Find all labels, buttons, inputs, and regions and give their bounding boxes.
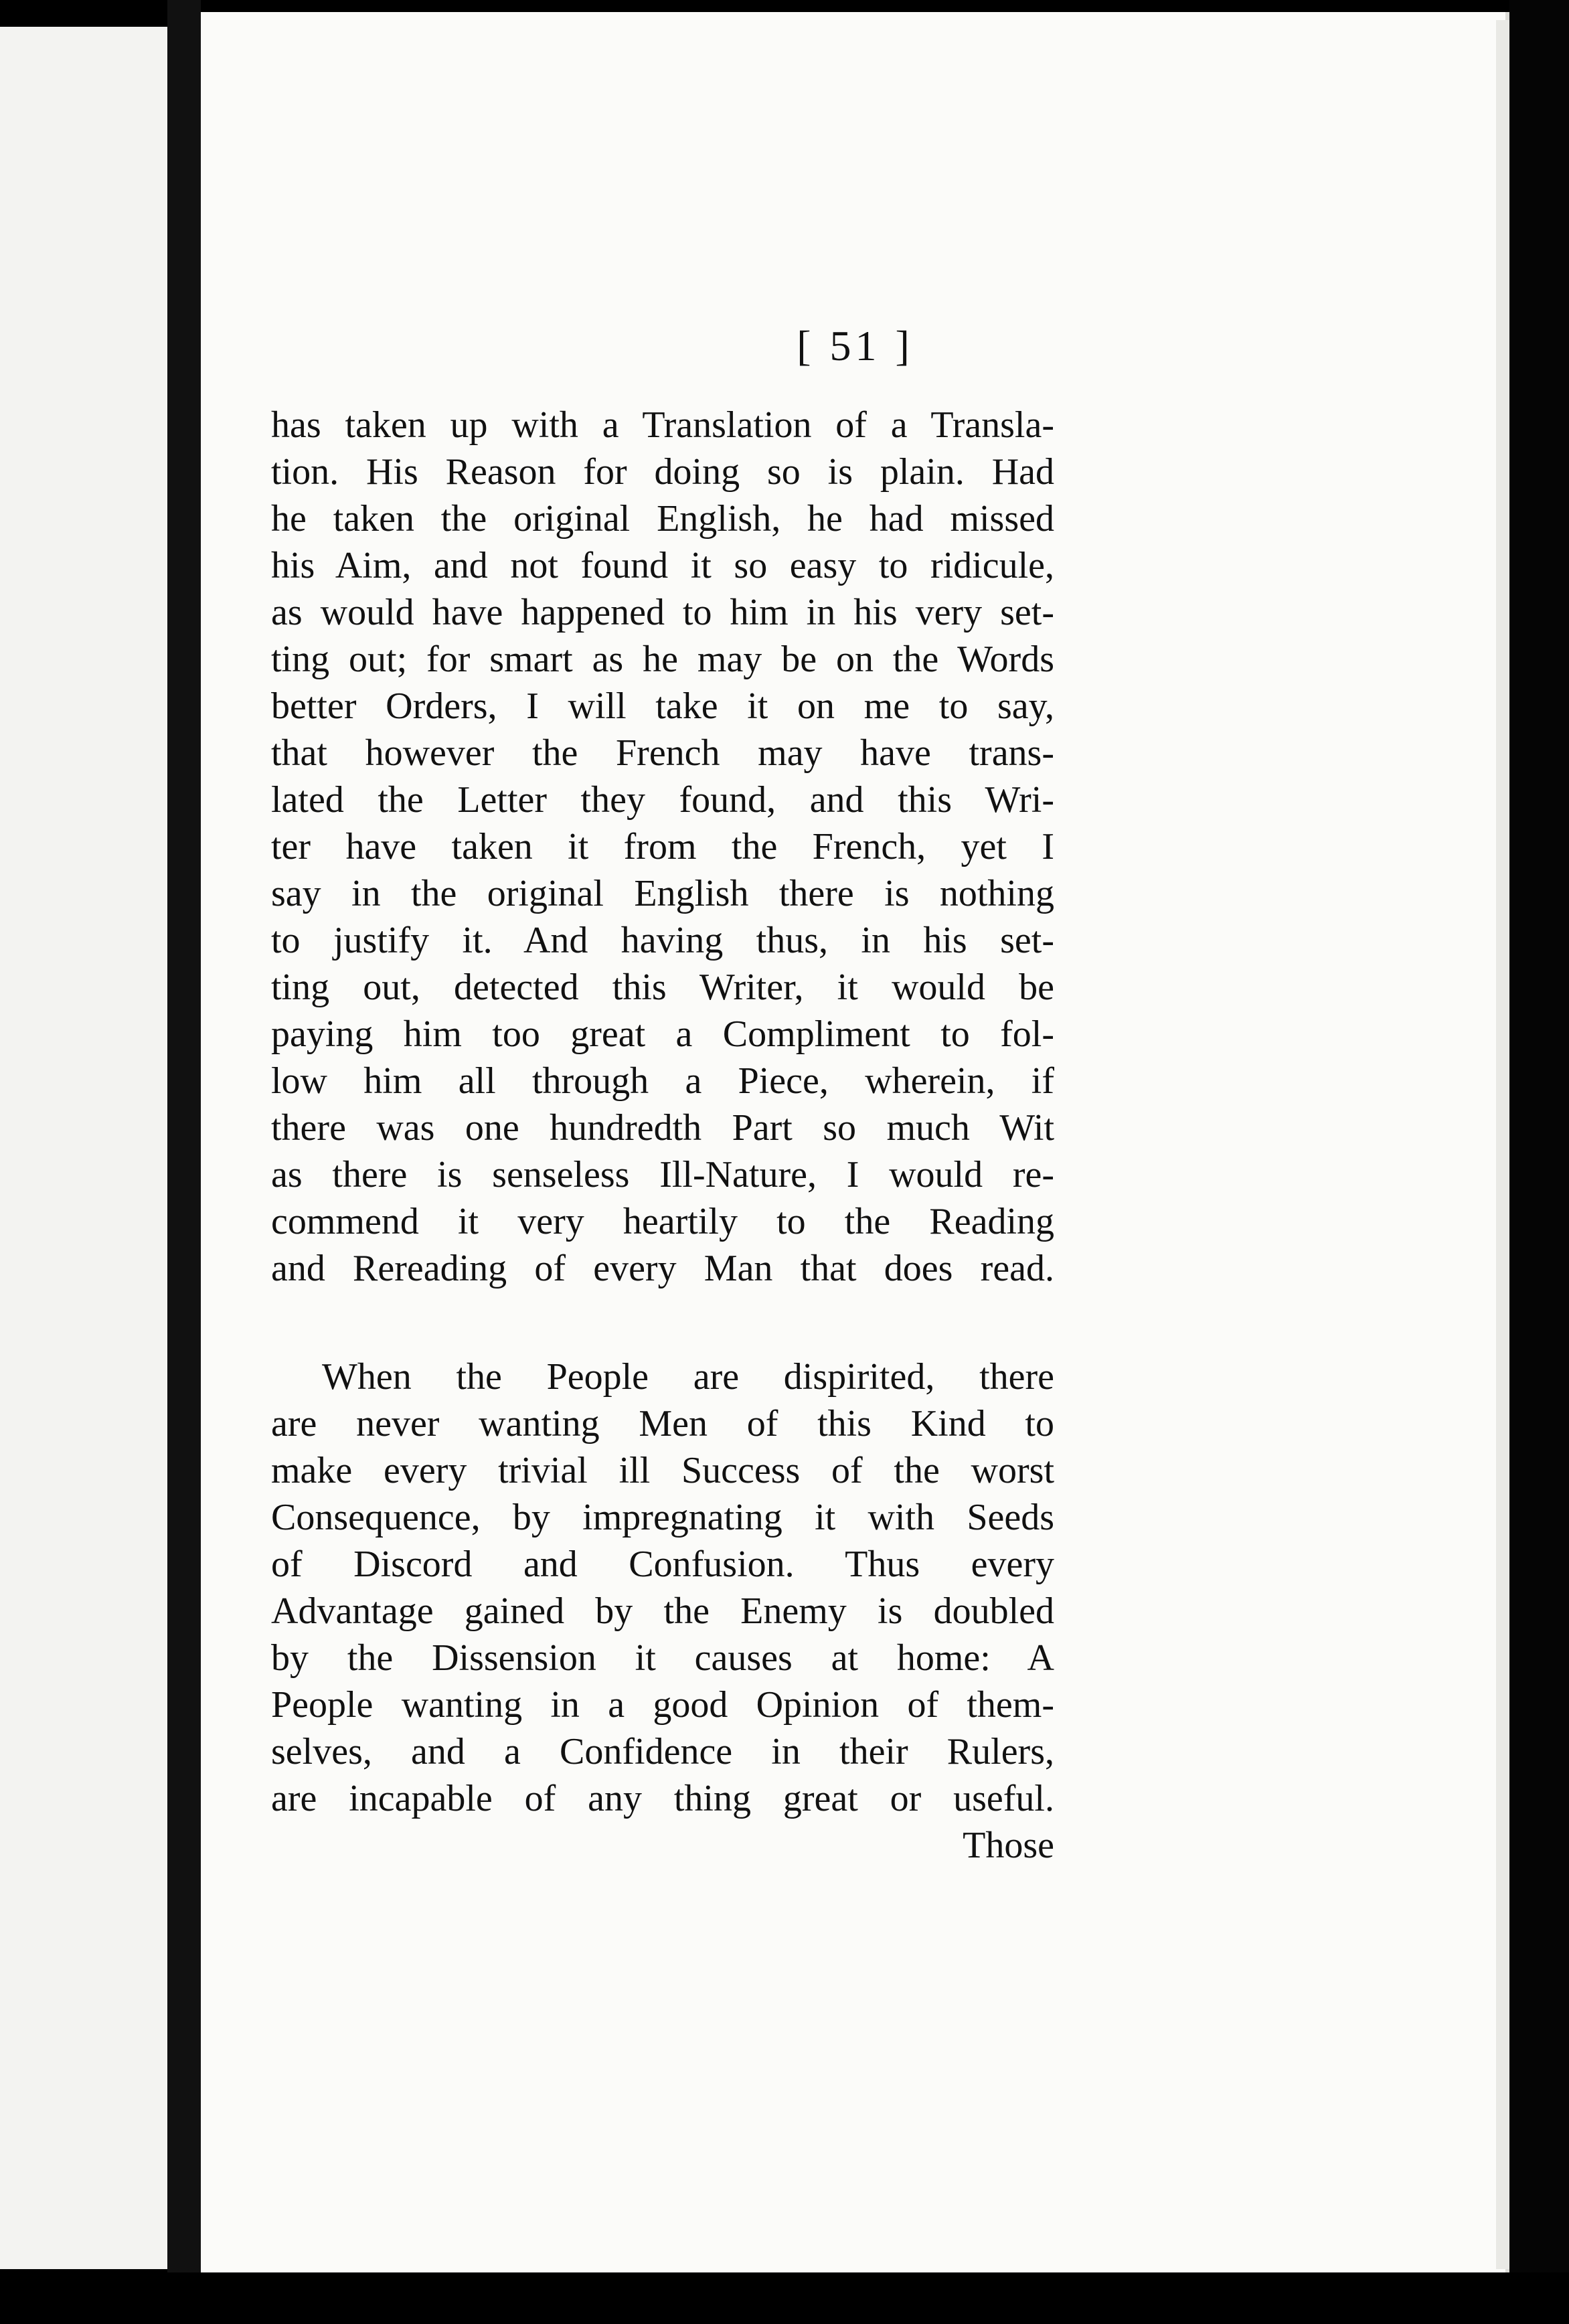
text-line: has taken up with a Translation of a Transla- (271, 404, 1054, 446)
text-line: tion. His Reason for doing so is plain. Had (271, 451, 1054, 493)
page-number: [ 51 ] (797, 322, 914, 369)
paragraph-gap (271, 1292, 1054, 1353)
text-line: ting out, detected this Writer, it would be (271, 967, 1054, 1008)
scan-border-bottom (0, 2272, 1569, 2324)
text-line: as there is senseless Ill-Nature, I would re- (271, 1154, 1054, 1195)
scan-border-right (1509, 0, 1569, 2324)
text-line: of Discord and Confusion. Thus every (271, 1544, 1054, 1585)
text-line: there was one hundredth Part so much Wit (271, 1107, 1054, 1149)
page-body (271, 402, 1054, 1869)
text-line: say in the original English there is nothing (271, 873, 1054, 914)
text-line: are never wanting Men of this Kind to (271, 1403, 1054, 1444)
text-line: by the Dissension it causes at home: A (271, 1637, 1054, 1679)
text-line: are incapable of any thing great or useful. (271, 1778, 1054, 1819)
text-line: he taken the original English, he had missed (271, 498, 1054, 540)
facing-page (0, 27, 167, 2269)
text-line: selves, and a Confidence in their Rulers, (271, 1731, 1054, 1772)
text-line: make every trivial ill Success of the worst (271, 1450, 1054, 1491)
text-line: his Aim, and not found it so easy to ridicule, (271, 545, 1054, 586)
text-line: that however the French may have trans- (271, 732, 1054, 774)
text-line: paying him too great a Compliment to fol- (271, 1013, 1054, 1055)
catchword: Those (963, 1825, 1054, 1866)
text-line: Advantage gained by the Enemy is doubled (271, 1590, 1054, 1632)
text-line: ter have taken it from the French, yet I (271, 826, 1054, 867)
text-line: ting out; for smart as he may be on the Words (271, 639, 1054, 680)
text-line: as would have happened to him in his very set- (271, 592, 1054, 633)
paragraph-1 (271, 402, 1054, 1292)
paragraph-2 (271, 1353, 1054, 1822)
text-line: commend it very heartily to the Reading (271, 1201, 1054, 1242)
text-line: better Orders, I will take it on me to say, (271, 685, 1054, 727)
text-line: and Rereading of every Man that does read. (271, 1248, 1054, 1289)
text-line: low him all through a Piece, wherein, if (271, 1060, 1054, 1102)
text-line: lated the Letter they found, and this Wri- (271, 779, 1054, 821)
text-line: to justify it. And having thus, in his set- (271, 920, 1054, 961)
book-gutter (167, 0, 201, 2324)
text-line: When the People are dispirited, there (322, 1356, 1054, 1398)
text-line: Consequence, by impregnating it with Seeds (271, 1497, 1054, 1538)
text-line: People wanting in a good Opinion of them- (271, 1684, 1054, 1726)
